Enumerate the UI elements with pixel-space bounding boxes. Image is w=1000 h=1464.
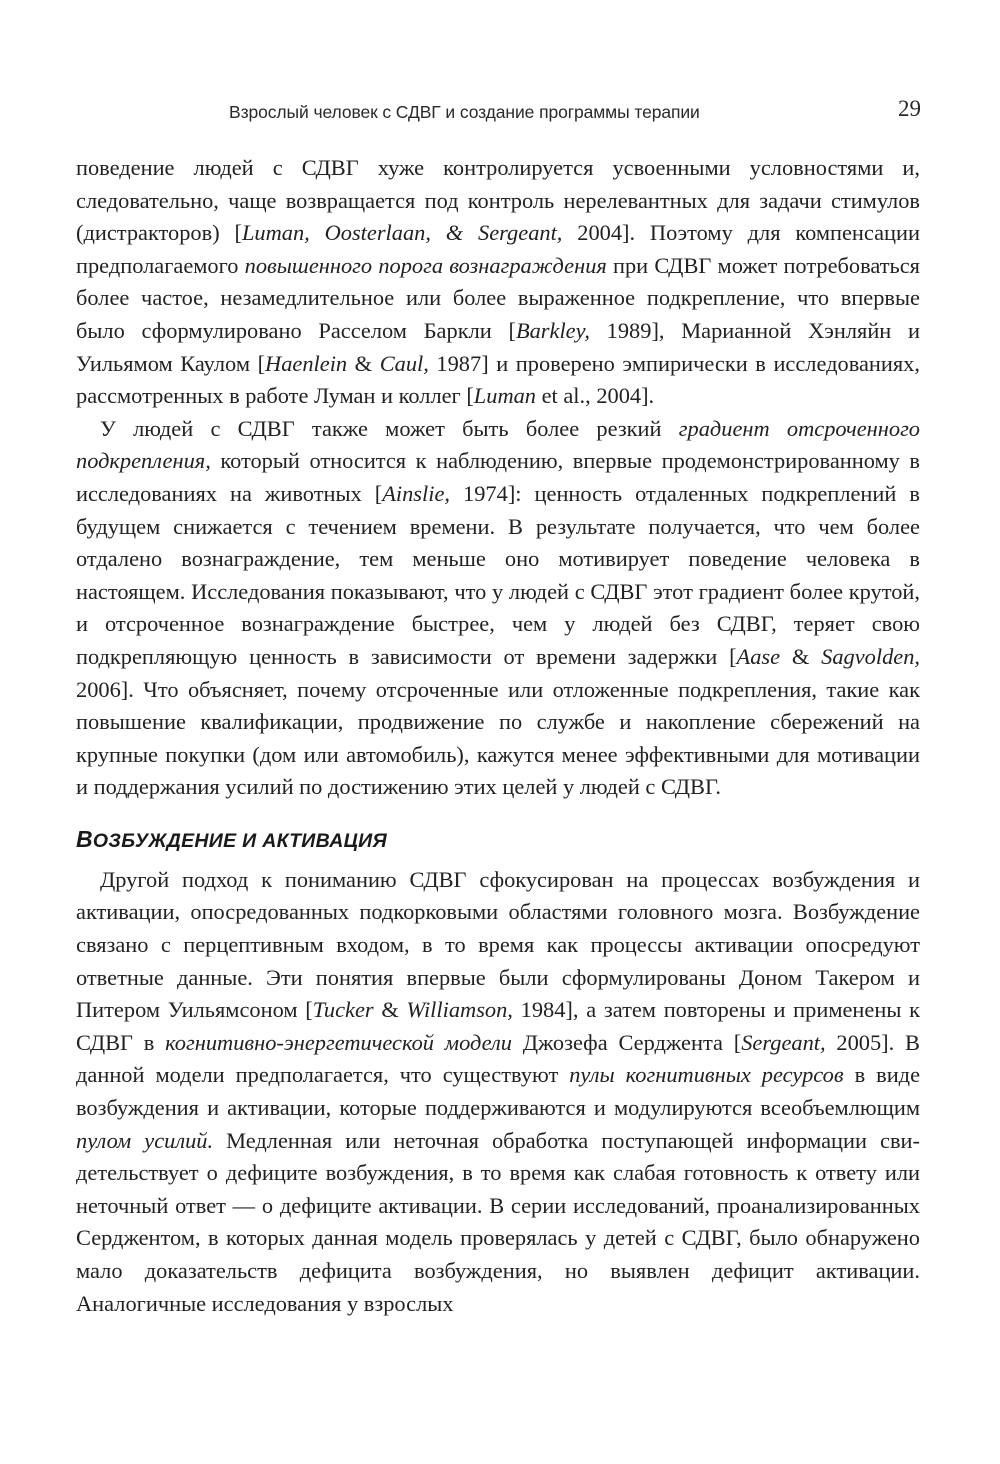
text-run: 1974]: ценность отдаленных подкреплений в будущем снижается с течением времени. В результате получается, что чем более отдалено вознаграждение, тем меньше оно мотивирует поведение человека в настоящем. Исследования показывают, что у людей с СДВГ этот градиент более крутой, и отсроченное вознаграждение быстрее, чем у людей без СДВГ, теряет свою подкрепляющую ценность в зависимости от времени задержки [ xyxy=(76,480,920,669)
citation-authors: Ainslie, xyxy=(382,480,450,506)
citation-authors: Sergeant, xyxy=(741,1029,826,1055)
running-title: Взрослый человек с СДВГ и создание программы терапии xyxy=(229,102,700,122)
citation-authors: Tucker xyxy=(312,997,374,1023)
text-run: 2004]. Поэтому для компенсации предполагаемого xyxy=(76,220,921,278)
citation-authors: Aase xyxy=(736,643,781,669)
text-run: при СДВГ может потребоваться более частое, незамедлительное или более выраженное подкрепление, что впервые было сформулировано Расселом Баркли [ xyxy=(76,252,920,343)
text-run: & xyxy=(373,997,407,1023)
section-heading-rest: ОЗБУЖДЕНИЕ И АКТИВАЦИЯ xyxy=(92,829,388,852)
text-run: 1987] и проверено эмпирически в исследованиях, рассмотренных в работе Луман и коллег [ xyxy=(76,350,920,409)
page-number: 29 xyxy=(898,96,921,121)
section-heading xyxy=(76,826,920,854)
text-run: 1984], а затем повторены и применены к СДВГ в xyxy=(76,997,920,1055)
paragraph xyxy=(76,864,920,1320)
text-run: поведение людей с СДВГ хуже контролируется усвоенными условностями и, следовательно, чаще возвращается под контроль нерелевантных для задачи стимулов (дистракторов) [ xyxy=(76,155,920,246)
term: пулы когнитивных ресурсов xyxy=(569,1062,844,1088)
text-run: & xyxy=(780,643,822,669)
text-run: Медленная или неточная обработка поступающей информации свидетельствует о дефиците возбуждения, в то время как слабая готовность к ответу или неточный ответ — о дефиците активации. В серии исследований, проанализированных Серджентом, в которых данная модель проверялась у детей с СДВГ, было обнаружено мало доказательств дефицита возбуждения, но выявлен дефицит активации. Аналогичные исследования у взрослых xyxy=(76,1127,920,1316)
citation-authors: Williamson, xyxy=(406,997,513,1023)
text-run: 2005]. В данной модели предполагается, что существуют xyxy=(76,1029,920,1088)
text-run: et al., 2004]. xyxy=(536,383,655,409)
citation-authors: Barkley, xyxy=(515,317,590,343)
text-run: & xyxy=(347,350,380,376)
term: когнитивно-энергетической модели xyxy=(165,1029,512,1055)
paragraph xyxy=(76,413,920,804)
body-text xyxy=(76,152,920,1320)
citation-authors: Caul, xyxy=(379,350,429,376)
term: градиент отсроченного подкрепления, xyxy=(76,415,921,474)
text-run: У людей с СДВГ также может быть более резкий xyxy=(100,415,679,441)
citation-authors: Luman, Oosterlaan, & Sergeant, xyxy=(241,220,563,246)
section-heading-initial: В xyxy=(76,825,93,852)
term: повышенного порога вознаграждения xyxy=(244,252,607,278)
citation-authors: Sagvolden, xyxy=(821,643,920,669)
text-run: 2006]. Что объясняет, почему отсроченные или отложенные подкрепления, такие как повышение квалификации, продвижение по службе и накопление сбережений на крупные покупки (дом или автомобиль), кажутся менее эффективными для мотивации и поддержания усилий по достижению этих целей у людей с СДВГ. xyxy=(76,676,920,800)
text-run: 1989], Марианной Хэнляйн и Уильямом Каулом [ xyxy=(76,317,921,376)
text-run: Джозефа Серджента [ xyxy=(511,1029,742,1055)
text-run: который относится к наблюдению, впервые продемонстрированному в исследованиях на животных [ xyxy=(76,448,920,506)
paragraph xyxy=(76,152,920,413)
citation-authors: Luman xyxy=(473,383,537,409)
text-run: в виде возбуждения и активации, которые поддерживаются и модулируются всеобъемлющим xyxy=(76,1062,921,1121)
citation-authors: Haenlein xyxy=(265,350,348,376)
term: пулом усилий. xyxy=(76,1127,214,1153)
text-run: Другой подход к пониманию СДВГ сфокусирован на процессах возбуждения и активации, опосредованных подкорковыми областями головного мозга. Возбуждение связано с перцептивным входом, в то время как процессы активации опосредуют ответные данные. Эти понятия впервые были сформулированы Доном Такером и Питером Уильямсоном [ xyxy=(76,866,920,1023)
